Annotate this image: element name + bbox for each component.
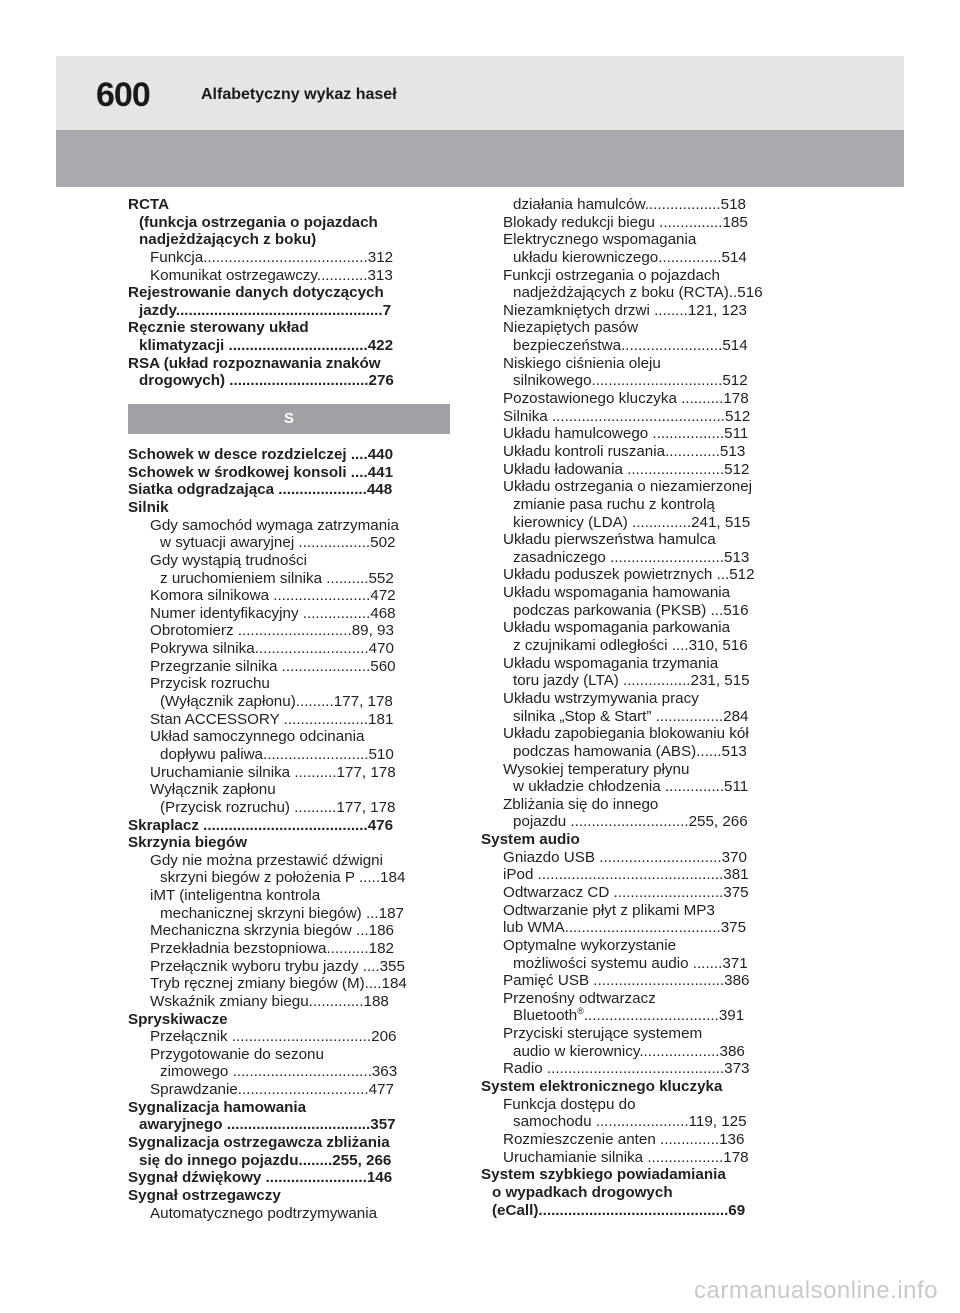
index-heading: Rejestrowanie danych dotyczących: [128, 284, 384, 302]
index-entry: lub WMA.....................................375: [503, 919, 747, 937]
index-entry: Gniazdo USB .............................370: [503, 848, 747, 866]
index-entry: Komunikat ostrzegawczy............313: [150, 266, 393, 284]
header-title: Alfabetyczny wykaz haseł: [201, 86, 397, 103]
index-heading: Sygnalizacja ostrzegawcza zbliżania: [128, 1134, 390, 1152]
index-column-right: [481, 196, 801, 1219]
index-entry: Przenośny odtwarzacz: [503, 989, 656, 1007]
index-entry: Stan ACCESSORY ....................181: [150, 710, 394, 728]
index-heading: (eCall).............................................69: [492, 1201, 746, 1219]
index-entry: Gdy samochód wymaga zatrzymania: [150, 516, 400, 534]
watermark: carmanualsonline.info: [694, 1277, 938, 1304]
index-entry: [481, 1007, 801, 1025]
index-entry: mechanicznej skrzyni biegów) ...187: [160, 904, 404, 922]
index-entry: Elektrycznego wspomagania: [503, 231, 697, 249]
index-entry: działania hamulców..................518: [513, 196, 746, 213]
index-entry: Gdy nie można przestawić dźwigni: [150, 851, 383, 869]
index-entry: skrzyni biegów z położenia P .....184: [160, 869, 406, 887]
index-entry: Optymalne wykorzystanie: [503, 936, 677, 954]
index-heading: Schowek w desce rozdzielczej ....440: [128, 446, 394, 464]
index-entry: Pokrywa silnika...........................470: [150, 640, 394, 658]
index-heading: awaryjnego ..................................357: [139, 1116, 396, 1134]
index-entry: Układu poduszek powietrznych ...512: [503, 566, 755, 584]
index-entry: silnika „Stop & Start” ................284: [513, 707, 749, 725]
index-entry: Układu wspomagania hamowania: [503, 584, 731, 602]
index-entry: samochodu ......................119, 125: [513, 1113, 747, 1131]
index-heading: System audio: [481, 831, 580, 849]
index-entry: iMT (inteligentna kontrola: [150, 887, 321, 905]
index-entry: Układu wstrzymywania pracy: [503, 689, 699, 707]
index-heading: System elektronicznego kluczyka: [481, 1078, 723, 1096]
page-header: [56, 56, 904, 130]
index-heading: Ręcznie sterowany układ: [128, 319, 309, 337]
index-heading: się do innego pojazdu........255, 266: [139, 1151, 392, 1169]
index-entry: możliwości systemu audio .......371: [513, 954, 748, 972]
index-entry: Przyciski sterujące systemem: [503, 1025, 703, 1043]
index-heading: o wypadkach drogowych: [492, 1183, 673, 1201]
index-entry: z czujnikami odległości ....310, 516: [513, 637, 748, 655]
index-entry: Układu ładowania .......................512: [503, 460, 750, 478]
index-entry: bezpieczeństwa........................514: [513, 337, 748, 355]
index-entry: Przegrzanie silnika .....................560: [150, 657, 396, 675]
index-entry: audio w kierownicy...................386: [513, 1042, 745, 1060]
index-entry: Układu hamulcowego .................511: [503, 425, 749, 443]
index-entry: Zbliżania się do innego: [503, 795, 659, 813]
index-entry: Obrotomierz ...........................89, 93: [150, 622, 394, 640]
index-entry: Układu wspomagania parkowania: [503, 619, 731, 637]
index-entry: kierownicy (LDA) ..............241, 515: [513, 513, 751, 531]
index-entry: Niskiego ciśnienia oleju: [503, 354, 661, 372]
index-entry: zimowego .................................363: [160, 1063, 398, 1081]
index-heading: Skraplacz .......................................476: [128, 816, 394, 834]
index-entry: Niezapiętych pasów: [503, 319, 639, 337]
index-entry: Układu wspomagania trzymania: [503, 654, 719, 672]
entry-text: Bluetooth: [513, 1007, 578, 1025]
index-entry: silnikowego...............................512: [513, 372, 748, 390]
page-number: 600: [96, 76, 150, 114]
index-entry: Przekładnia bezstopniowa..........182: [150, 939, 394, 957]
index-heading: RSA (układ rozpoznawania znaków: [128, 354, 381, 372]
index-heading: Sygnał ostrzegawczy: [128, 1186, 281, 1204]
index-entry: Funkcja dostępu do: [503, 1095, 636, 1113]
index-entry: Układu kontroli ruszania.............513: [503, 442, 746, 460]
index-entry: Układu ostrzegania o niezamierzonej: [503, 478, 753, 496]
index-entry: Wysokiej temperatury płynu: [503, 760, 690, 778]
index-heading: Spryskiwacze: [128, 1010, 228, 1028]
index-entry: Pamięć USB ...............................386: [503, 972, 750, 990]
index-heading: drogowych) .................................276: [139, 372, 394, 390]
index-heading: (funkcja ostrzegania o pojazdach: [139, 213, 378, 231]
index-entry: Układ samoczynnego odcinania: [150, 728, 365, 746]
index-heading: Sygnalizacja hamowania: [128, 1098, 307, 1116]
index-heading: nadjeżdżających z boku): [139, 231, 317, 249]
index-entry: nadjeżdżających z boku (RCTA)..516: [513, 284, 763, 302]
index-entry: podczas hamowania (ABS)......513: [513, 742, 747, 760]
index-entry: z uruchomieniem silnika ..........552: [160, 569, 394, 587]
index-entry: Tryb ręcznej zmiany biegów (M)....184: [150, 975, 407, 993]
index-heading: jazdy.................................................7: [139, 301, 392, 319]
index-column-left: [128, 196, 448, 1222]
index-entry: Radio ..........................................373: [503, 1060, 750, 1078]
index-entry: Gdy wystąpią trudności: [150, 551, 308, 569]
index-entry: Funkcja.......................................312: [150, 248, 394, 266]
index-entry: Funkcji ostrzegania o pojazdach: [503, 266, 720, 284]
index-entry: dopływu paliwa.........................510: [160, 745, 394, 763]
index-entry: zmianie pasa ruchu z kontrolą: [513, 495, 715, 513]
index-heading: Skrzynia biegów: [128, 834, 248, 852]
index-entry: Pozostawionego kluczyka ..........178: [503, 390, 749, 408]
index-entry: Przełącznik wyboru trybu jazdy ....355: [150, 957, 405, 975]
index-entry: (Wyłącznik zapłonu).........177, 178: [160, 693, 393, 711]
index-entry: Silnika .........................................512: [503, 407, 751, 425]
index-entry: Mechaniczna skrzynia biegów ...186: [150, 922, 394, 940]
index-entry: pojazdu ............................255, 266: [513, 813, 748, 831]
index-entry: Przycisk rozruchu: [150, 675, 270, 693]
index-entry: podczas parkowania (PKSB) ...516: [513, 601, 749, 619]
index-entry: w układzie chłodzenia ..............511: [513, 778, 749, 796]
index-entry: Blokady redukcji biegu ...............185: [503, 213, 748, 231]
index-entry: Sprawdzanie...............................477: [150, 1081, 394, 1099]
index-heading: Siatka odgradzająca .....................448: [128, 481, 393, 499]
index-entry: Przełącznik .................................206: [150, 1028, 397, 1046]
index-entry: Uruchamianie silnika ..................178: [503, 1148, 749, 1166]
index-entry: toru jazdy (LTA) ................231, 515: [513, 672, 750, 690]
registered-mark: ®: [577, 1007, 584, 1017]
index-heading: klimatyzacji .................................422: [139, 337, 394, 355]
index-heading: RCTA: [128, 196, 170, 213]
index-entry: Odtwarzanie płyt z plikami MP3: [503, 901, 715, 919]
index-heading: System szybkiego powiadamiania: [481, 1166, 726, 1184]
index-heading: Sygnał dźwiękowy ........................146: [128, 1169, 393, 1187]
index-heading: Schowek w środkowej konsoli ....441: [128, 463, 394, 481]
index-entry: Numer identyfikacyjny ................468: [150, 604, 396, 622]
index-entry: Rozmieszczenie anten ..............136: [503, 1130, 745, 1148]
index-entry: (Przycisk rozruchu) ..........177, 178: [160, 798, 396, 816]
index-entry: Komora silnikowa .......................472: [150, 587, 396, 605]
index-entry: w sytuacji awaryjnej .................502: [160, 534, 396, 552]
index-entry: Uruchamianie silnika ..........177, 178: [150, 763, 396, 781]
index-entry: Przygotowanie do sezonu: [150, 1045, 324, 1063]
index-entry: zasadniczego ...........................513: [513, 548, 750, 566]
section-header-s: S: [128, 404, 450, 434]
index-entry: Wyłącznik zapłonu: [150, 781, 276, 799]
index-entry: układu kierowniczego...............514: [513, 248, 747, 266]
header-band: [56, 130, 904, 187]
index-heading: Silnik: [128, 498, 169, 516]
index-entry: Układu pierwszeństwa hamulca: [503, 531, 716, 549]
index-entry: Automatycznego podtrzymywania: [150, 1204, 378, 1222]
index-entry: iPod ............................................381: [503, 866, 749, 884]
index-entry: Wskaźnik zmiany biegu.............188: [150, 992, 389, 1010]
index-entry: Niezamkniętych drzwi ........121, 123: [503, 301, 747, 319]
index-entry: Układu zapobiegania blokowaniu kół: [503, 725, 749, 743]
entry-page-ref: ................................391: [583, 1007, 745, 1025]
index-entry: Odtwarzacz CD ..........................375: [503, 883, 749, 901]
